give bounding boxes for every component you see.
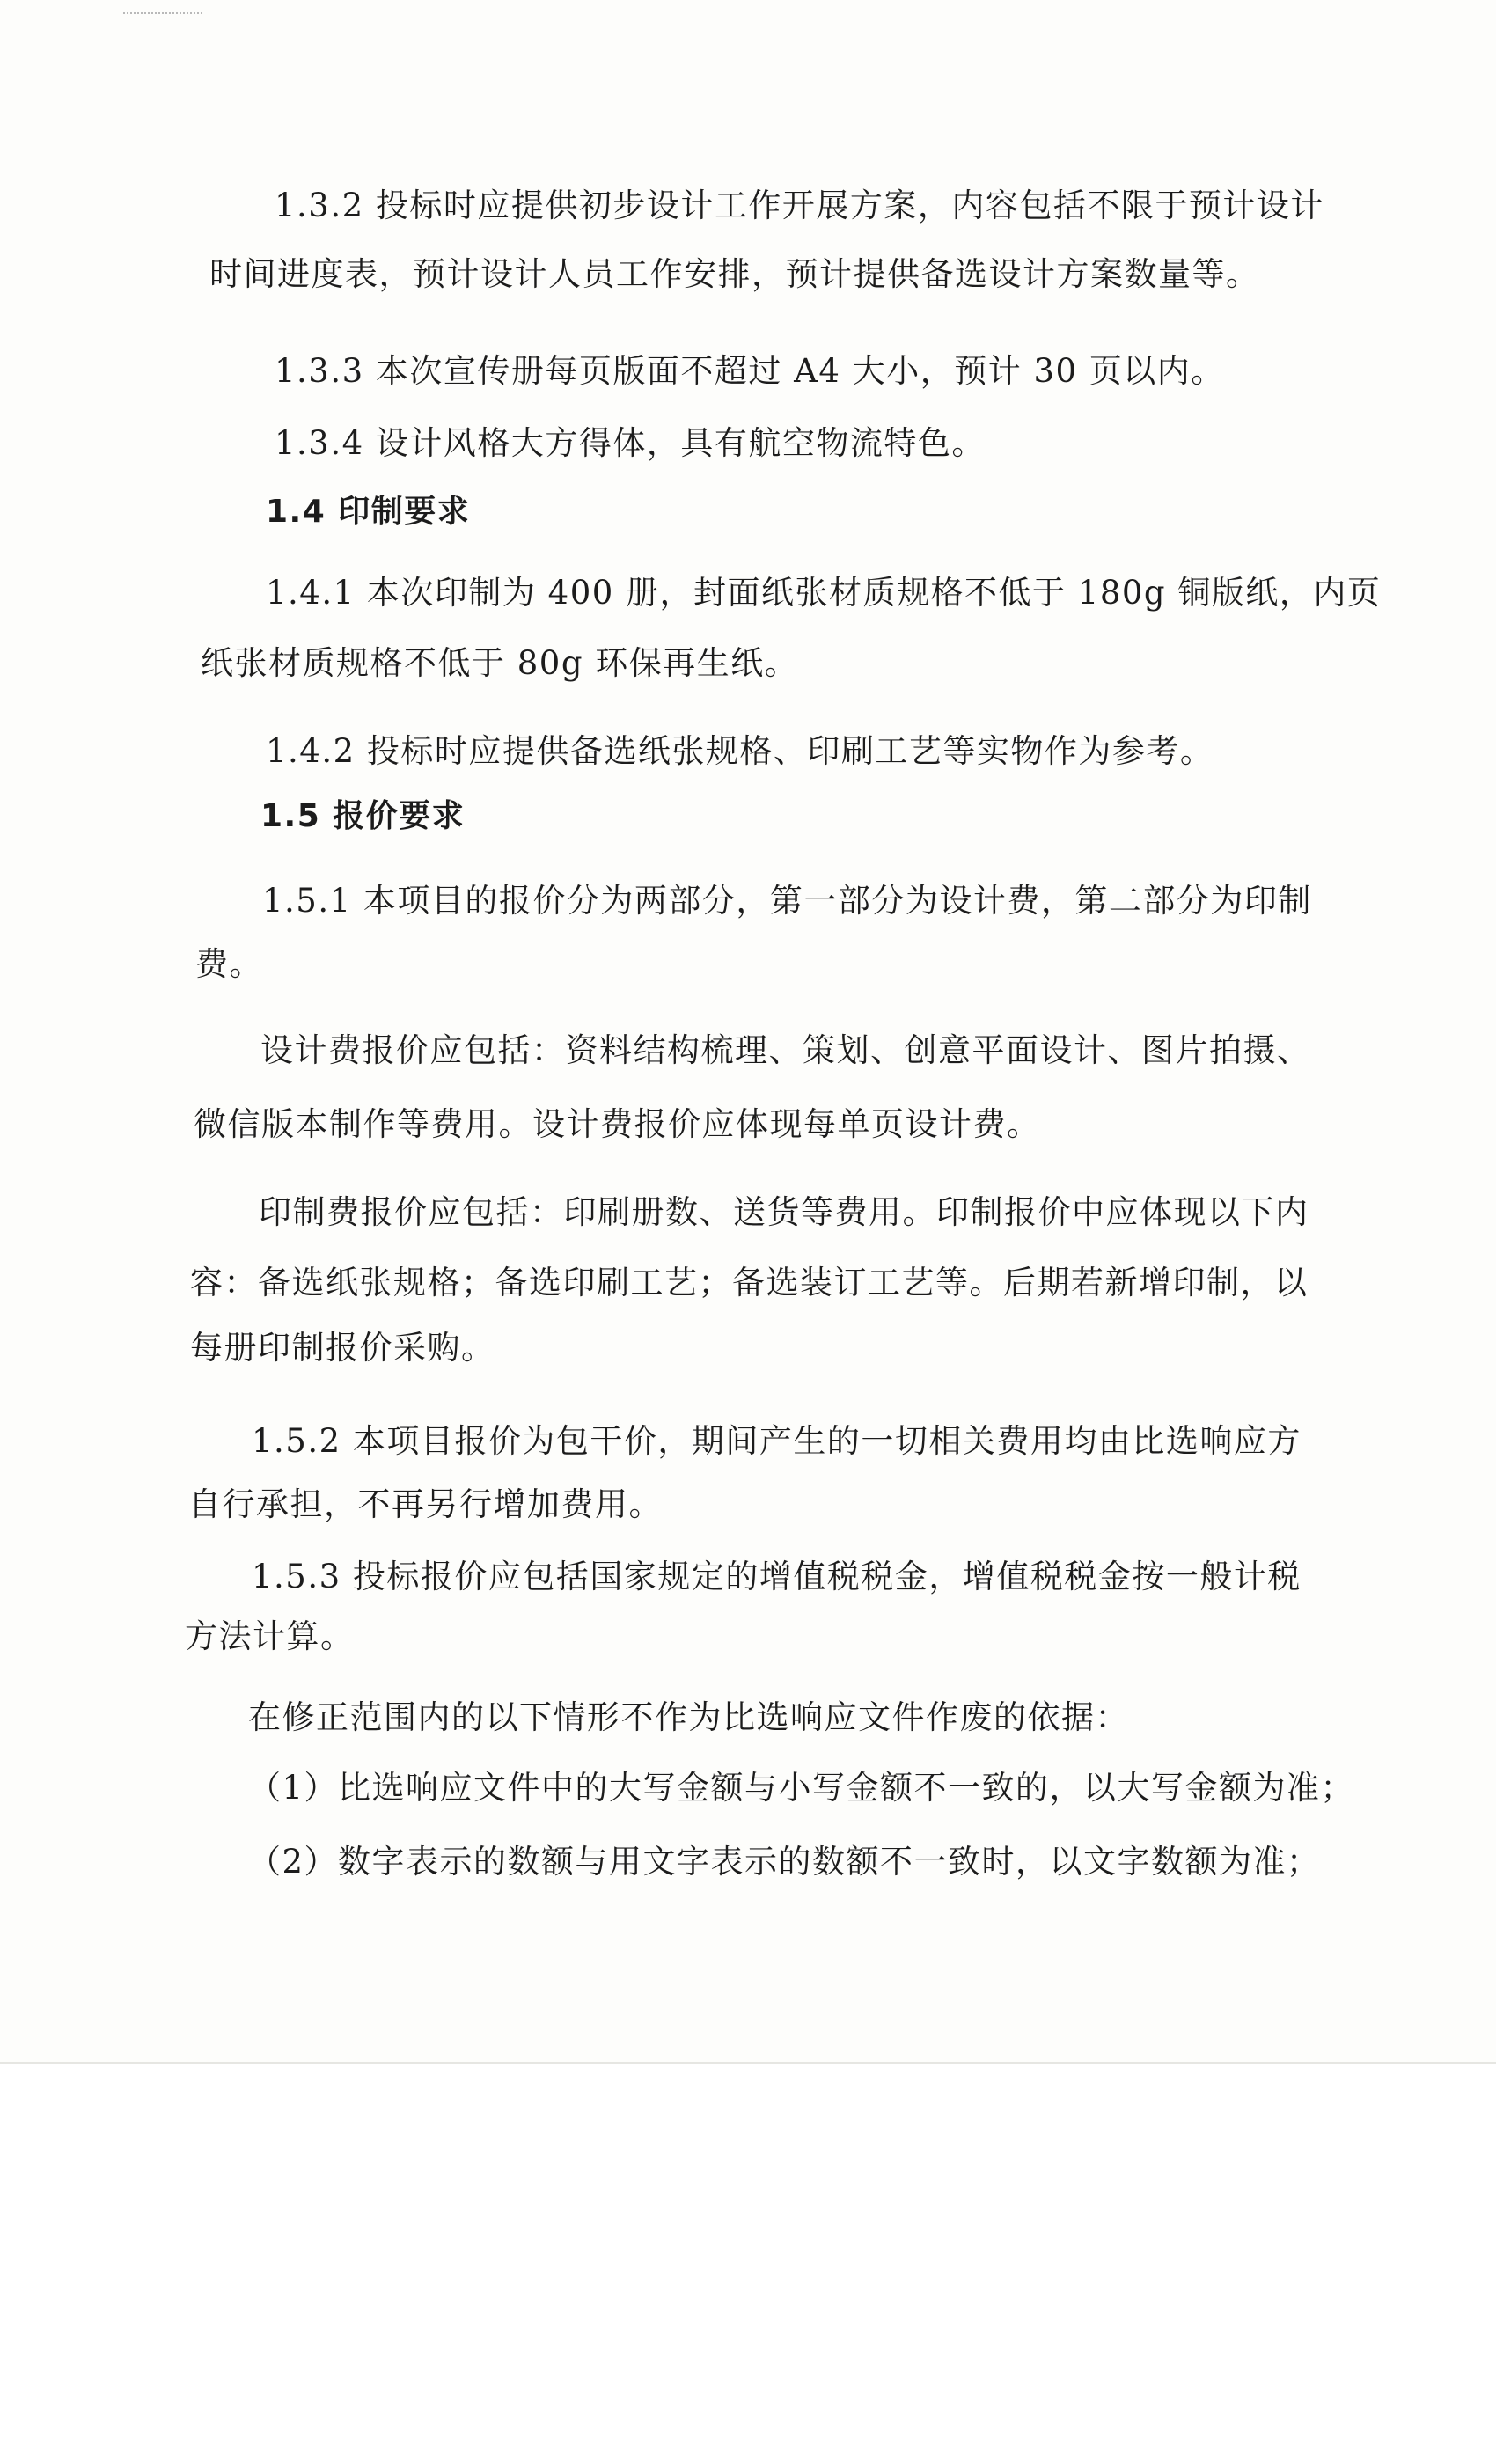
paragraph-1-5-2-line-1: 1.5.2 本项目报价为包干价，期间产生的一切相关费用均由比选响应方 xyxy=(252,1422,1302,1460)
design-fee-line-2: 微信版本制作等费用。设计费报价应体现每单页设计费。 xyxy=(194,1105,1041,1143)
printing-fee-line-3: 每册印制报价采购。 xyxy=(190,1329,495,1367)
printing-fee-line-2: 容：备选纸张规格；备选印刷工艺；备选装订工艺等。后期若新增印制，以 xyxy=(190,1264,1309,1302)
paragraph-1-3-4: 1.3.4 设计风格大方得体，具有航空物流特色。 xyxy=(275,424,986,462)
paragraph-1-5-3-line-1: 1.5.3 投标报价应包括国家规定的增值税税金，增值税税金按一般计税 xyxy=(252,1558,1302,1595)
paragraph-1-4-1-line-2: 纸张材质规格不低于 80g 环保再生纸。 xyxy=(201,644,799,682)
scan-bottom-edge xyxy=(0,2062,1496,2064)
design-fee-line-1: 设计费报价应包括：资料结构梳理、策划、创意平面设计、图片拍摄、 xyxy=(260,1031,1311,1069)
section-heading-1-5: 1.5 报价要求 xyxy=(260,798,466,834)
paragraph-1-4-2: 1.4.2 投标时应提供备选纸张规格、印刷工艺等实物作为参考。 xyxy=(266,732,1214,770)
paragraph-1-5-3-line-2: 方法计算。 xyxy=(185,1617,355,1655)
paragraph-1-3-2-line-1: 1.3.2 投标时应提供初步设计工作开展方案，内容包括不限于预计设计 xyxy=(275,187,1324,224)
correction-intro: 在修正范围内的以下情形不作为比选响应文件作废的依据： xyxy=(248,1698,1129,1736)
correction-item-2: （2）数字表示的数额与用文字表示的数额不一致时，以文字数额为准； xyxy=(248,1843,1321,1881)
printing-fee-line-1: 印制费报价应包括：印刷册数、送货等费用。印制报价中应体现以下内 xyxy=(259,1193,1309,1231)
paragraph-1-5-1-line-2: 费。 xyxy=(195,945,263,983)
paragraph-1-5-2-line-2: 自行承担，不再另行增加费用。 xyxy=(188,1485,663,1523)
scan-corner-mark xyxy=(123,12,202,21)
paragraph-1-4-1-line-1: 1.4.1 本次印制为 400 册，封面纸张材质规格不低于 180g 铜版纸，内页 xyxy=(266,574,1382,612)
section-heading-1-4: 1.4 印制要求 xyxy=(266,494,471,530)
paragraph-1-5-1-line-1: 1.5.1 本项目的报价分为两部分，第一部分为设计费，第二部分为印制 xyxy=(262,882,1312,920)
paragraph-1-3-3: 1.3.3 本次宣传册每页版面不超过 A4 大小，预计 30 页以内。 xyxy=(275,352,1225,390)
correction-item-1: （1）比选响应文件中的大写金额与小写金额不一致的，以大写金额为准； xyxy=(248,1769,1355,1807)
paragraph-1-3-2-line-2: 时间进度表，预计设计人员工作安排，预计提供备选设计方案数量等。 xyxy=(209,255,1260,293)
